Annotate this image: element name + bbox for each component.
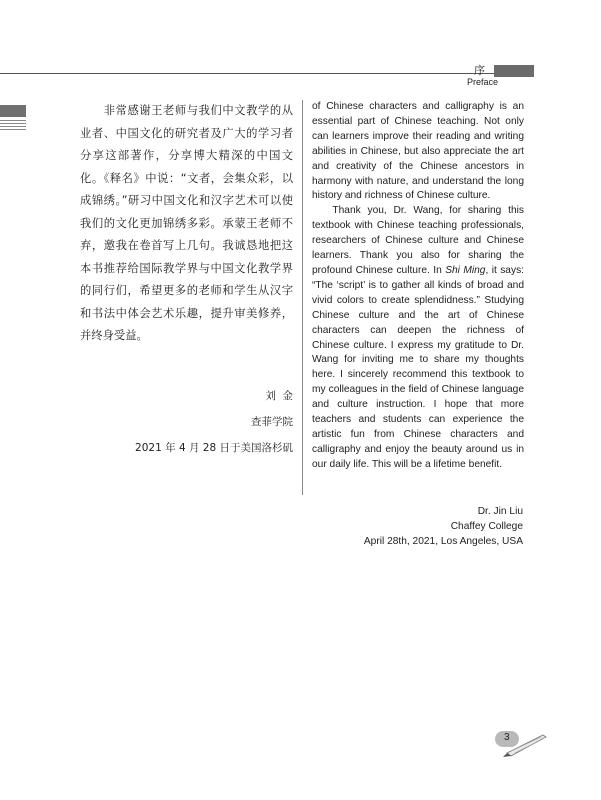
english-column — [312, 100, 524, 473]
english-paragraph-2-part-a: Thank you, Dr. Wang, for sharing this textbook with Chinese teaching professionals, researchers of Chinese culture and Chinese learners. Thank you also for sharing the profound Chinese culture. In — [312, 205, 524, 276]
signature-name-zh: 刘 金 — [265, 390, 293, 402]
english-paragraph-1: of Chinese characters and calligraphy is an essential part of Chinese teaching. Not only can learners improve their reading and writing abilities in Chinese, but also appreciate the art and creativity of the Chinese ancestors in harmony with nature, and understand the long history and richness of Chinese culture. — [312, 101, 524, 202]
page-number: 3 — [504, 732, 510, 743]
signature-institution-en: Chaffey College — [450, 520, 523, 532]
page-number-badge — [493, 729, 549, 759]
column-divider — [302, 100, 303, 495]
english-paragraph-2-part-b: , it says: “The ‘script’ is to gather all kinds of broad and vivid colors to create splendidness.” Studying Chinese culture and the art of Chinese characters can deepen the richness of Chinese culture. I express my gratitude to Dr. Wang for inviting me to share my thoughts here. I sincerely recommend this textbook to my colleagues in the field of Chinese language and culture instruction. I hope that more teachers and students can experience the artistic fun from Chinese characters and calligraphy and enjoy the beauty around us in our daily life. This will be a lifetime benefit. — [312, 264, 524, 470]
side-line — [0, 123, 26, 124]
signature-date-zh: 2021 年 4 月 28 日于美国洛杉矶 — [135, 442, 293, 454]
chinese-column — [80, 100, 293, 348]
header-rule — [0, 73, 494, 74]
side-line — [0, 129, 26, 130]
english-paragraph-2 — [312, 204, 524, 472]
english-signature — [364, 505, 523, 550]
chinese-signature — [135, 383, 293, 461]
header-title-en: Preface — [467, 77, 499, 87]
side-line — [0, 120, 26, 121]
side-tab — [0, 105, 26, 117]
header-title-zh: 序 — [474, 64, 485, 77]
side-line — [0, 126, 26, 127]
header-block — [494, 65, 534, 77]
signature-institution-zh: 查菲学院 — [251, 416, 293, 428]
signature-date-en: April 28th, 2021, Los Angeles, USA — [363, 535, 523, 547]
signature-name-en: Dr. Jin Liu — [477, 506, 523, 517]
pen-icon — [493, 729, 549, 759]
chinese-paragraph: 非常感谢王老师与我们中文教学的从业者、中国文化的研究者及广大的学习者分享这部著作，分享博大精深的中国文化。《释名》中说：“文者，会集众彩，以成锦绣。”研习中国文化和汉字艺术可以使我们的文化更加锦绣多彩。承蒙王老师不弃，邀我在卷首写上几句。我诚恳地把这本书推荐给国际教学界与中国文化教学界的同行们，希望更多的老师和学生从汉字和书法中体会艺术乐趣，提升审美修养，并终身受益。 — [80, 104, 293, 342]
book-title-shi-ming: Shi Ming — [445, 264, 486, 276]
